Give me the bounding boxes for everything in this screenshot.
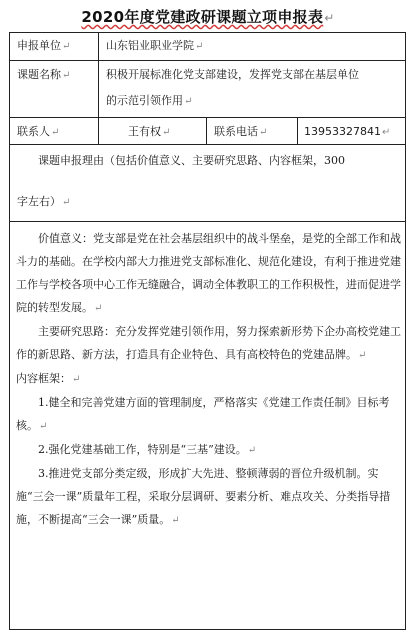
row-divider bbox=[10, 60, 405, 61]
reason-heading-line2: 字左右）↵ bbox=[17, 195, 71, 208]
contact-value[interactable]: 王有权↵ bbox=[128, 125, 171, 138]
topic-value-line1[interactable]: 积极开展标准化党支部建设，发挥党支部在基层单位 bbox=[106, 68, 359, 81]
topic-value-line2[interactable]: 的示范引领作用↵ bbox=[106, 94, 193, 107]
row-divider bbox=[10, 117, 405, 118]
topic-label: 课题名称↵ bbox=[17, 68, 71, 81]
column-divider bbox=[98, 33, 99, 144]
phone-label: 联系电话↵ bbox=[214, 125, 268, 138]
application-form-table bbox=[9, 32, 406, 630]
page-title-text: 2020年度党建政研课题立项申报表 bbox=[81, 8, 324, 26]
framework-item-1: 1.健全和完善党建方面的管理制度，严格落实《党建工作责任制》目标考核。↵ bbox=[16, 396, 390, 432]
page-title bbox=[0, 6, 416, 27]
reason-heading-line1: 课题申报理由（包括价值意义、主要研究思路、内容框架，300 bbox=[38, 154, 345, 167]
column-divider bbox=[206, 117, 207, 144]
paragraph-mark: ↵ bbox=[324, 11, 335, 25]
content-framework-heading: 内容框架：↵ bbox=[16, 372, 81, 385]
value-paragraph: 价值意义：党支部是党在社会基层组织中的战斗堡垒，是党的全部工作和战斗力的基础。在学校内部大力推进党支部标准化、规范化建设，有利于推进党建工作与学校各项中心工作无缝融合，调动全体教职工的工作积极性，进而促进学院的转型发展。↵ bbox=[16, 232, 401, 314]
column-divider bbox=[297, 117, 298, 144]
unit-value[interactable]: 山东铝业职业学院↵ bbox=[106, 39, 204, 52]
contact-label: 联系人↵ bbox=[17, 125, 60, 138]
row-divider bbox=[10, 221, 405, 222]
phone-value[interactable]: 13953327841↵ bbox=[304, 125, 391, 138]
research-approach-paragraph: 主要研究思路：充分发挥党建引领作用，努力探索新形势下企办高校党建工作的新思路、新方法，打造具有企业特色、具有高校特色的党建品牌。↵ bbox=[16, 325, 401, 361]
row-divider bbox=[10, 144, 405, 145]
framework-item-2: 2.强化党建基础工作，特别是“三基”建设。↵ bbox=[38, 443, 257, 456]
unit-label: 申报单位↵ bbox=[17, 39, 71, 52]
framework-item-3: 3.推进党支部分类定级，形成扩大先进、整顿薄弱的晋位升级机制。实施“三会一课”质量年工程，采取分层调研、要素分析、难点攻关、分类指导措施，不断提高“三会一课”质量。↵ bbox=[16, 467, 391, 526]
reason-content[interactable] bbox=[16, 227, 401, 532]
